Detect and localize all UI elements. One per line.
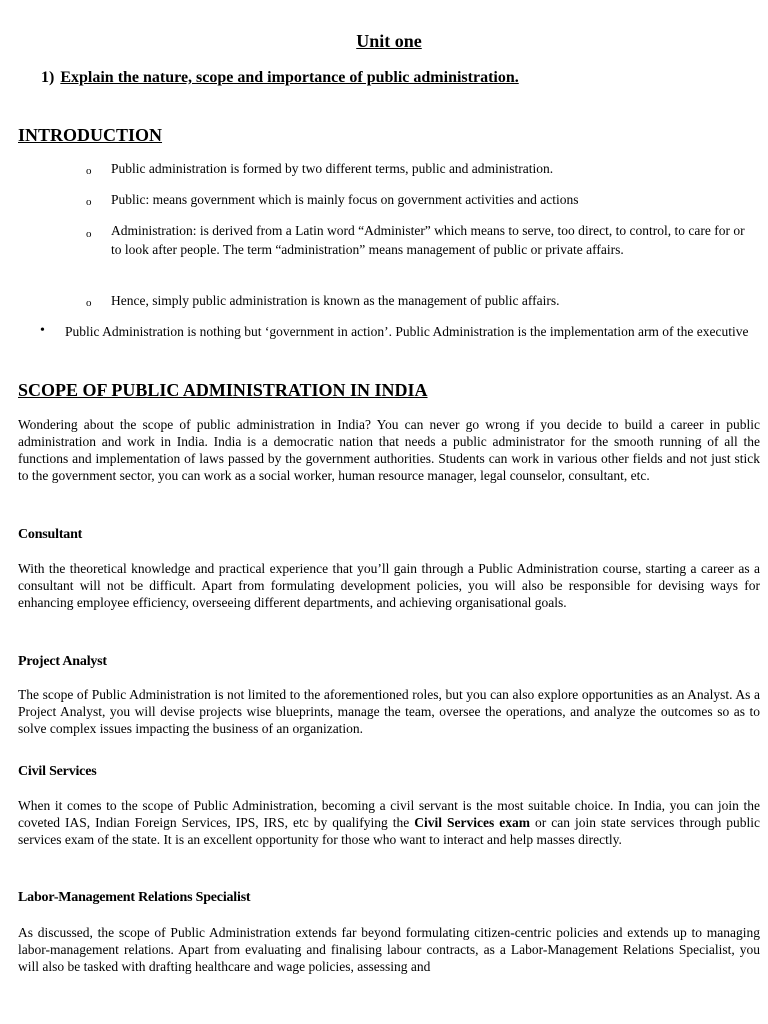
section-text-project-analyst: The scope of Public Administration is not limited to the aforementioned roles, but you can also explore opportunities as an Analyst. As a Project Analyst, you will devise projects wise blueprints, manage the team, oversee the operations, and analyze the outcomes so as to solve complex issues impacting the business of an organization. — [18, 687, 760, 736]
section-text-consultant: With the theoretical knowledge and practical experience that you’ll gain through a Public Administration course, starting a career as a consultant will not be difficult. Apart from formulating development policies, you will also be responsible for devising ways for enhancing employee efficiency, overseeing different departments, and achieving organisational goals. — [18, 561, 760, 610]
section-text-civil-services — [18, 797, 760, 848]
intro-sub-item: Public: means government which is mainly focus on government activities and actions — [111, 192, 579, 207]
intro-bullet-item: Public Administration is nothing but ‘government in action’. Public Administration is the implementation arm of the executive — [65, 324, 749, 339]
civil-services-exam-bold: Civil Services exam — [414, 815, 530, 830]
question — [41, 69, 519, 87]
scope-intro-paragraph: Wondering about the scope of public administration in India? You can never go wrong if you decide to build a career in public administration and work in India. India is a democratic nation that needs a public administrator for the smooth running of all the functions and implementation of laws passed by the government authorities. Students can work in various other fields and not just stick to the government sector, you can work as a social worker, human resource manager, legal counselor, consultant, etc. — [18, 417, 760, 483]
circle-bullet-icon: o — [86, 228, 92, 240]
unit-title: Unit one — [356, 31, 422, 51]
question-text: Explain the nature, scope and importance of public administration. — [60, 69, 519, 86]
section-title-project-analyst: Project Analyst — [18, 654, 107, 669]
question-number: 1) — [41, 69, 55, 86]
civil-services-text-after: or can join state services through public services exam of the state. It is an excellent opportunity for those who want to interact and help masses directly. — [18, 815, 760, 847]
circle-bullet-icon: o — [86, 297, 92, 309]
civil-services-text-before: When it comes to the scope of Public Administration, becoming a civil servant is the most suitable choice. In India, you can join the coveted IAS, Indian Foreign Services, IPS, IRS, etc by qualifying the — [18, 798, 760, 830]
section-title-labor-management: Labor-Management Relations Specialist — [18, 890, 251, 905]
intro-sub-item: Administration: is derived from a Latin word “Administer” which means to serve, too direct, to control, to care for or to look after people. The term “administration” means management of public or private affairs. — [111, 223, 745, 257]
intro-sub-item: Public administration is formed by two different terms, public and administration. — [111, 161, 554, 176]
section-title-civil-services: Civil Services — [18, 764, 97, 779]
circle-bullet-icon: o — [86, 165, 92, 177]
section-text-labor-management: As discussed, the scope of Public Administration extends far beyond formulating citizen-centric policies and extends up to managing labor-management relations. Apart from evaluating and finalising labour contracts, as a Labor-Management Relations Specialist, you will also be tasked with drafting healthcare and wage policies, assessing and — [18, 925, 760, 974]
circle-bullet-icon: o — [86, 196, 92, 208]
scope-heading: SCOPE OF PUBLIC ADMINISTRATION IN INDIA — [18, 380, 428, 400]
introduction-heading: INTRODUCTION — [18, 125, 163, 145]
bullet-icon: • — [40, 323, 45, 338]
intro-sub-item: Hence, simply public administration is known as the management of public affairs. — [111, 293, 560, 308]
section-title-consultant: Consultant — [18, 527, 83, 542]
